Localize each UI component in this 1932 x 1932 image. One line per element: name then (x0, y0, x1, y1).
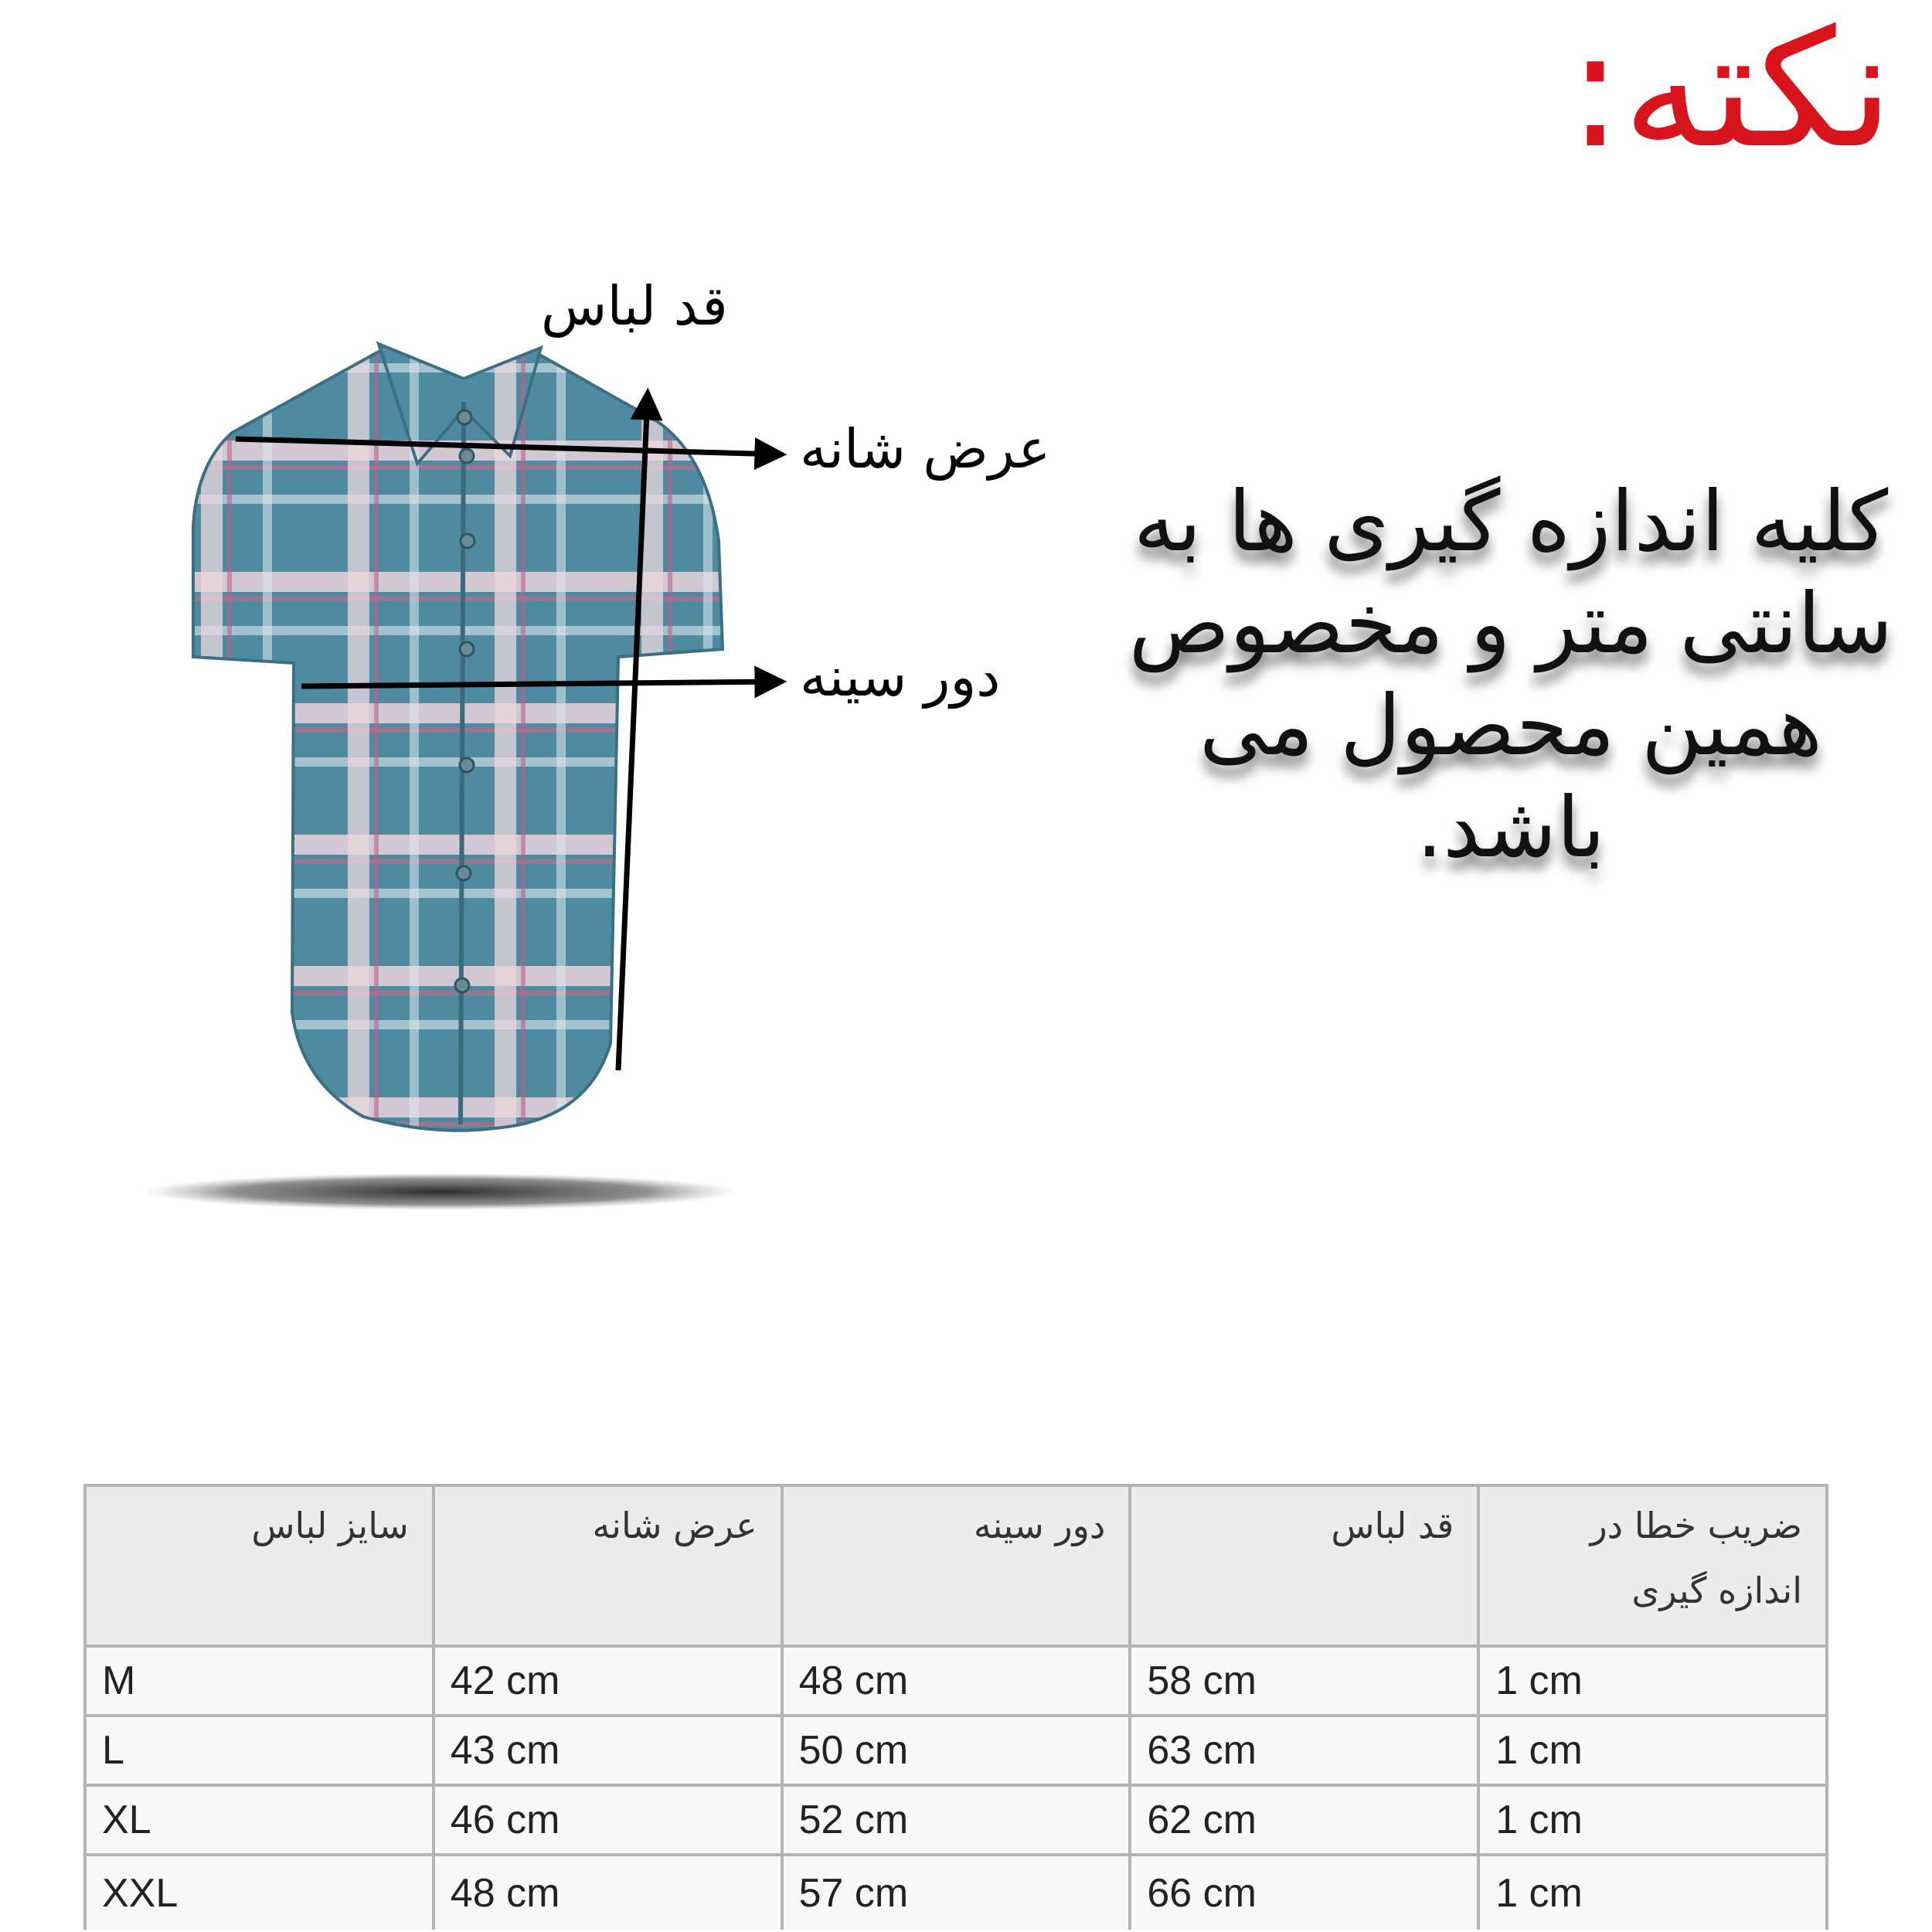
chest-label: دور سینه (800, 645, 1001, 709)
table-row (85, 1646, 1827, 1716)
header-tolerance: ضریب خطا در اندازه گیری (1478, 1485, 1827, 1646)
cell: 50 cm (782, 1716, 1131, 1785)
cell: 66 cm (1130, 1855, 1478, 1930)
measurement-note (1090, 471, 1932, 879)
cell: 48 cm (434, 1855, 782, 1930)
cell: 43 cm (434, 1716, 782, 1785)
shoulder-label: عرض شانه (800, 417, 1051, 481)
size-table (83, 1484, 1828, 1930)
header-length: قد لباس (1130, 1485, 1478, 1646)
cell: M (85, 1646, 434, 1716)
cell: L (85, 1716, 434, 1785)
note-line: کلیه اندازه گیری ها به (1133, 474, 1889, 570)
length-label: قد لباس (541, 274, 728, 338)
shirt-diagram (0, 0, 1121, 1236)
page-title: نکته: (1567, 0, 1893, 184)
header-size: سایز لباس (85, 1485, 434, 1646)
note-line: همین محصول می (1199, 678, 1823, 774)
table-header-row (85, 1485, 1827, 1646)
header-shoulder: عرض شانه (434, 1485, 782, 1646)
cell: 42 cm (434, 1646, 782, 1716)
note-line: سانتی متر و مخصوص (1128, 576, 1893, 672)
shirt-shadow (143, 1173, 738, 1210)
cell: 1 cm (1478, 1785, 1827, 1855)
table-row (85, 1855, 1827, 1930)
cell: 63 cm (1130, 1716, 1478, 1785)
cell: 58 cm (1130, 1646, 1478, 1716)
cell: XL (85, 1785, 434, 1855)
table-row (85, 1785, 1827, 1855)
cell: 62 cm (1130, 1785, 1478, 1855)
cell: 1 cm (1478, 1855, 1827, 1930)
table-row (85, 1716, 1827, 1785)
cell: XXL (85, 1855, 434, 1930)
cell: 57 cm (782, 1855, 1131, 1930)
cell: 46 cm (434, 1785, 782, 1855)
cell: 1 cm (1478, 1716, 1827, 1785)
note-line: باشد. (1416, 780, 1606, 876)
cell: 48 cm (782, 1646, 1131, 1716)
cell: 1 cm (1478, 1646, 1827, 1716)
cell: 52 cm (782, 1785, 1131, 1855)
header-chest: دور سینه (782, 1485, 1131, 1646)
